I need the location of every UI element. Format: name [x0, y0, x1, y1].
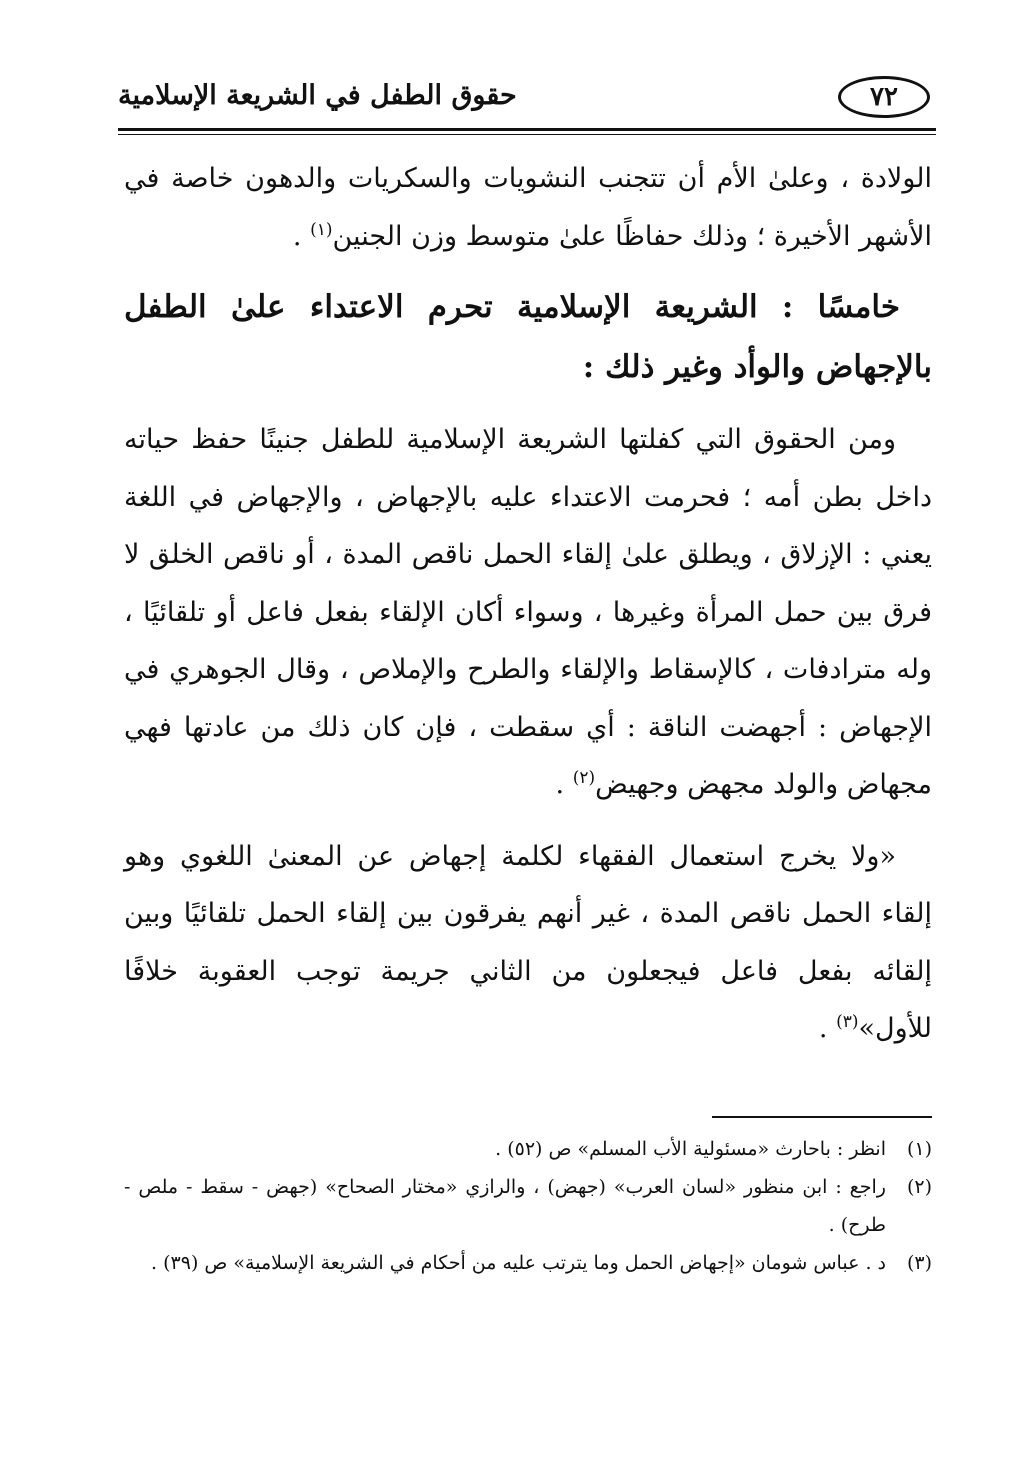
footnote-separator	[712, 1116, 932, 1118]
footnote-ref-2: (٢)	[572, 768, 596, 788]
footnote-3-text: د . عباس شومان «إجهاض الحمل وما يترتب عليه من أحكام في الشريعة الإسلامية» ص (٣٩) .	[151, 1252, 886, 1274]
body-text	[124, 150, 932, 1058]
footnote-ref-1: (١)	[310, 219, 333, 240]
paragraph-3-text: «ولا يخرج استعمال الفقهاء لكلمة إجهاض عن المعنىٰ اللغوي وهو إلقاء الحمل ناقص المدة ، غير أنهم يفرقون بين إلقاء الحمل تلقائيًا وبين إلقائه بفعل فاعل فيجعلون من الثاني جريمة توجب العقوبة خلافًا للأول»	[124, 840, 932, 1044]
section-heading: خامسًا : الشريعة الإسلامية تحرم الاعتداء علىٰ الطفل بالإجهاض والوأد وغير ذلك :	[124, 289, 932, 385]
footnote-2-mark: (٢)	[906, 1176, 932, 1198]
paragraph-1-text: الولادة ، وعلىٰ الأم أن تتجنب النشويات والسكريات والدهون خاصة في الأشهر الأخيرة ؛ وذلك حفاظًا علىٰ متوسط وزن الجنين	[124, 163, 932, 252]
paragraph-3-end: .	[818, 1013, 828, 1044]
page-number: ٧٢	[838, 76, 930, 118]
paragraph-1-end: .	[292, 220, 302, 252]
paragraph-1	[124, 150, 932, 265]
footnote-1	[124, 1130, 932, 1168]
footnote-2	[124, 1168, 932, 1244]
running-title: حقوق الطفل في الشريعة الإسلامية	[118, 80, 517, 111]
footnote-3	[124, 1244, 932, 1282]
paragraph-2-end: .	[555, 769, 565, 800]
footnote-2-text: راجع : ابن منظور «لسان العرب» (جهض) ، والرازي «مختار الصحاح» (جهض - سقط - ملص - طرح) .	[124, 1176, 886, 1236]
paragraph-gap	[124, 814, 932, 828]
footnote-1-text: انظر : باحارث «مسئولية الأب المسلم» ص (٥٢) .	[495, 1138, 886, 1160]
paragraph-3	[124, 828, 932, 1058]
paragraph-2-text: ومن الحقوق التي كفلتها الشريعة الإسلامية للطفل جنينًا حفظ حياته داخل بطن أمه ؛ فحرمت الاعتداء عليه بالإجهاض ، والإجهاض في اللغة يعني : الإزلاق ، ويطلق علىٰ إلقاء الحمل ناقص المدة ، أو ناقص الخلق لا فرق بين حمل المرأة وغيرها ، وسواء أكان الإلقاء بفعل فاعل أو تلقائيًا ، وله مترادفات ، كالإسقاط والإلقاء والطرح والإملاص ، وقال الجوهري في الإجهاض : أجهضت الناقة : أي سقطت ، فإن كان ذلك من عادتها فهي مجهاض والولد مجهض وجهيض	[124, 424, 932, 800]
running-header	[118, 70, 930, 128]
footnote-ref-3: (٣)	[836, 1012, 859, 1032]
footnotes	[124, 1130, 932, 1282]
footnote-1-mark: (١)	[906, 1138, 932, 1160]
header-rule-thin	[118, 134, 936, 135]
paragraph-2	[124, 411, 932, 814]
footnote-3-mark: (٣)	[906, 1252, 932, 1274]
header-rule-thick	[118, 128, 936, 131]
